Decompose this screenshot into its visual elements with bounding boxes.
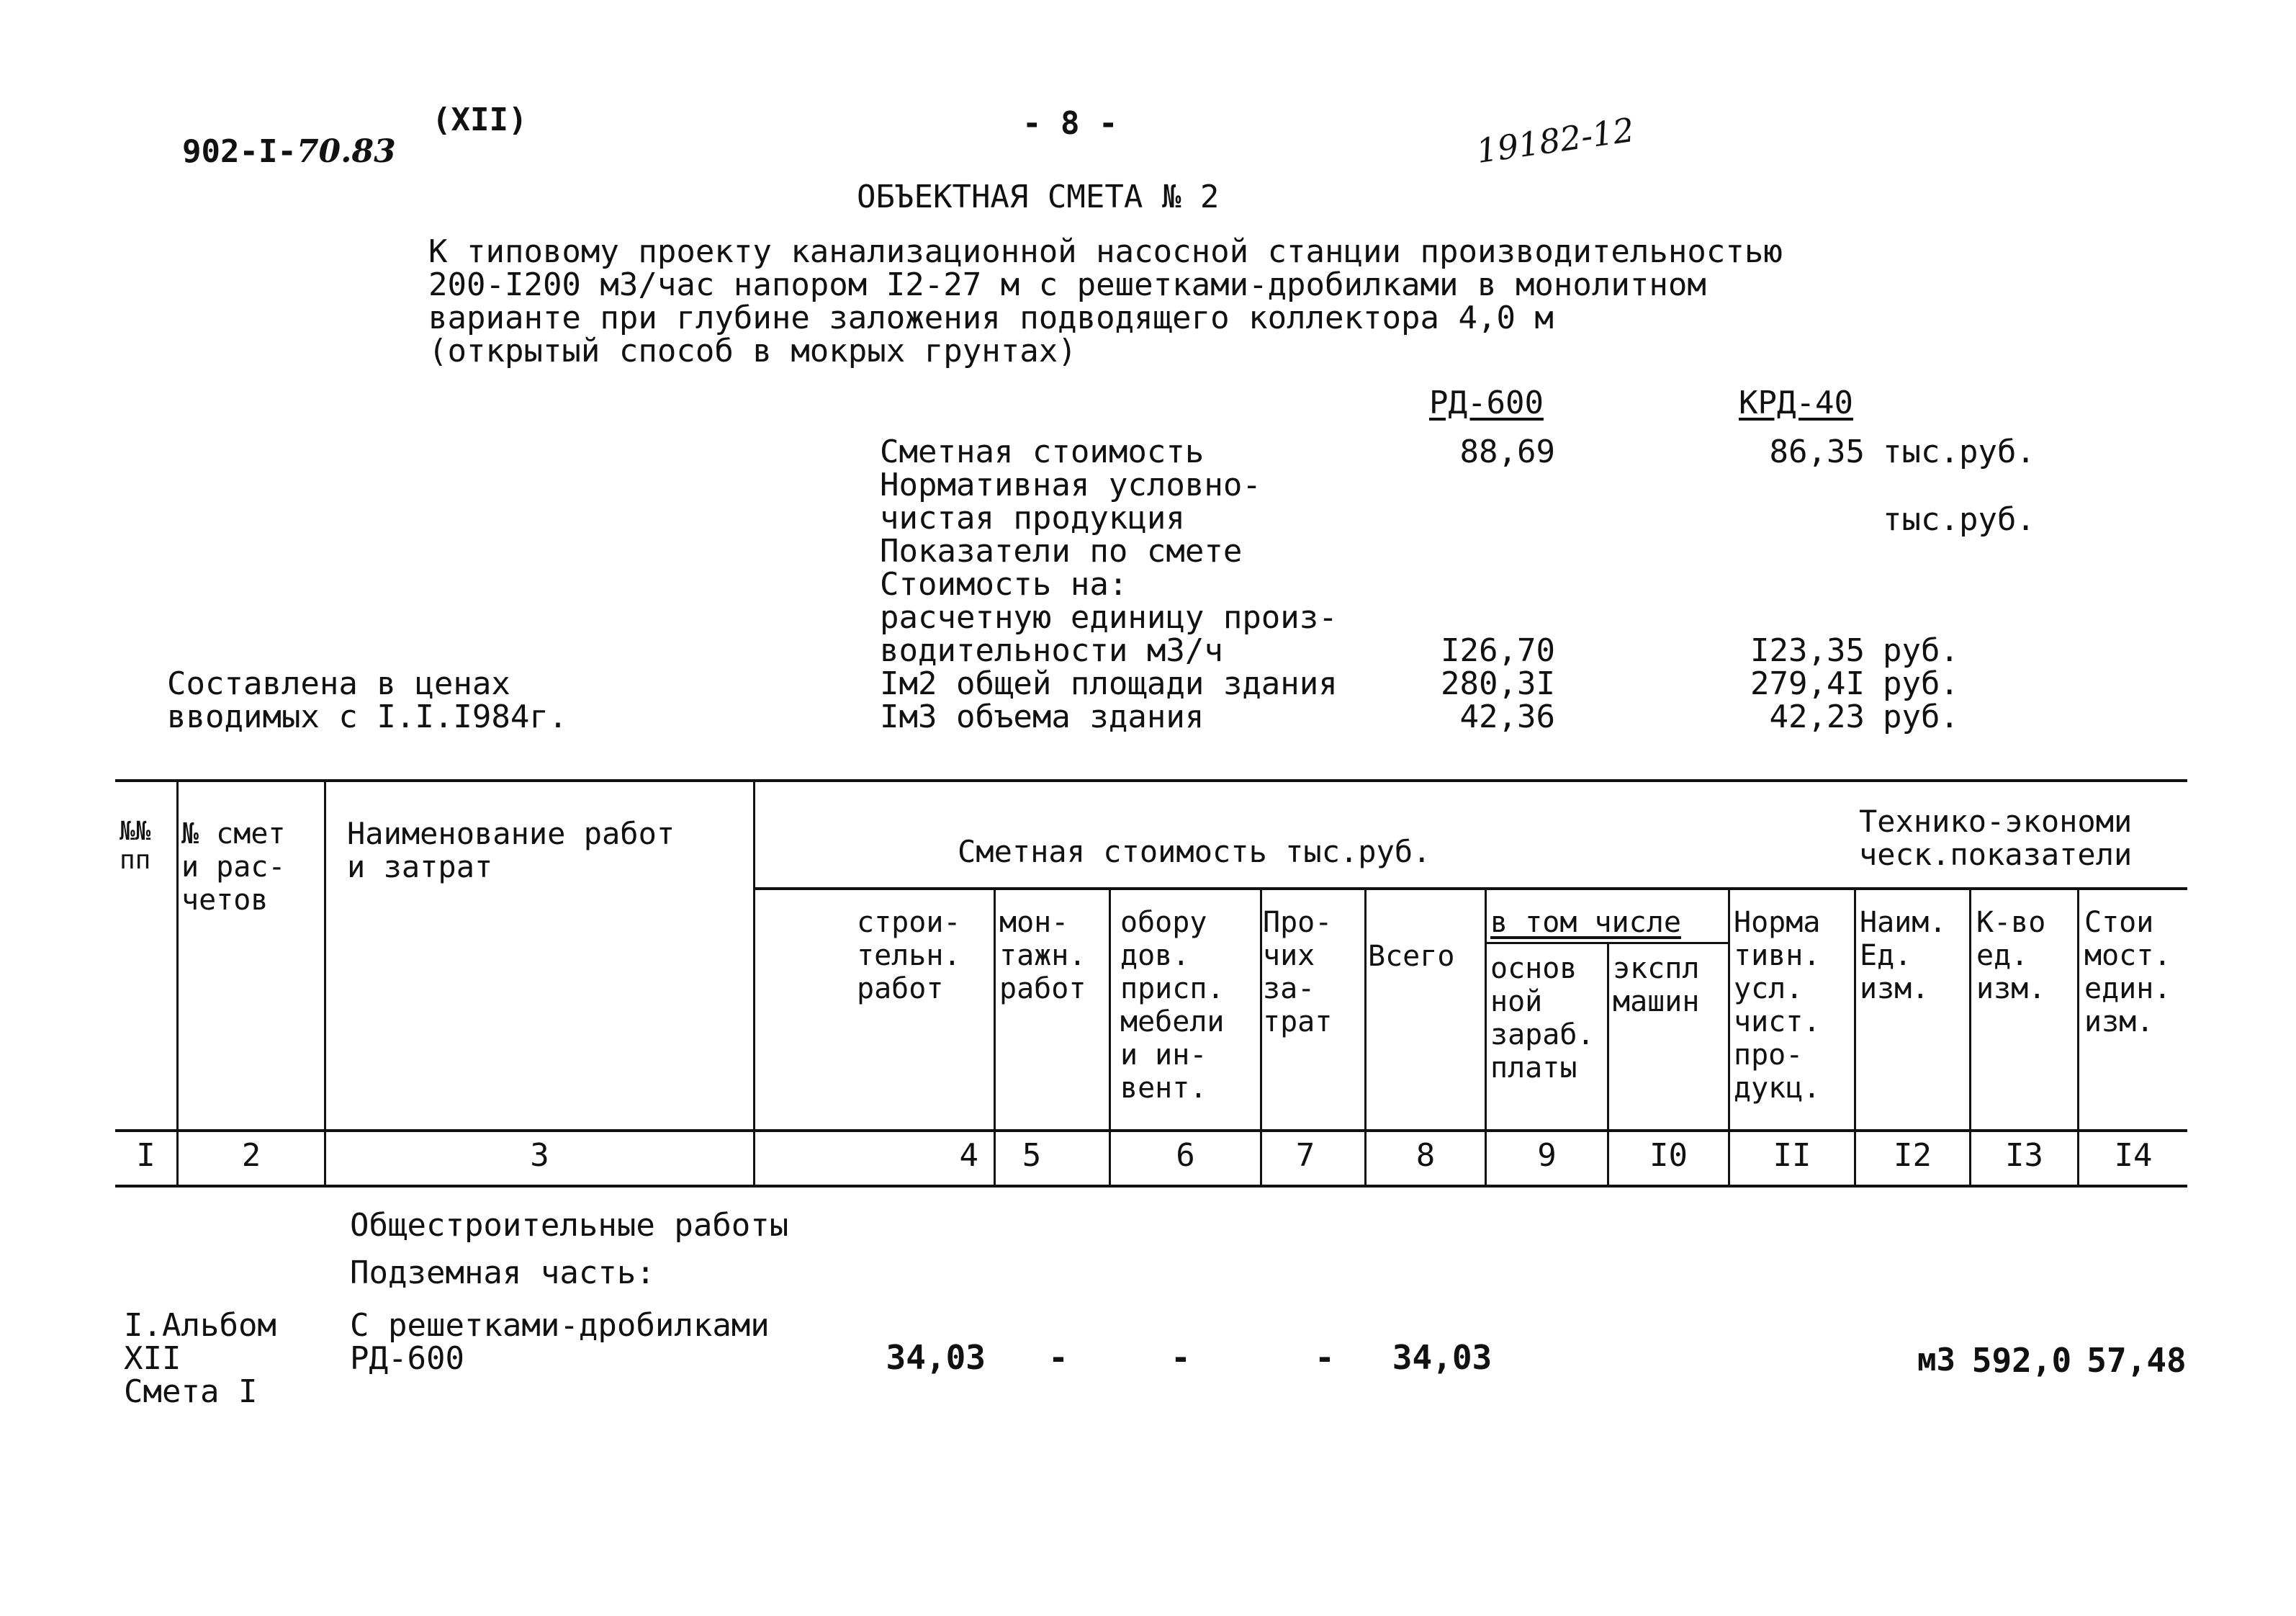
- cost-group-divider: [753, 887, 2187, 890]
- header-name: Наименование работ и затрат: [347, 816, 675, 884]
- row-total: 34,03: [1392, 1338, 1493, 1377]
- indicator-unit: тыс.руб.: [1883, 501, 2035, 538]
- section-heading: Подземная часть:: [350, 1254, 655, 1291]
- col-number: I4: [2114, 1137, 2153, 1174]
- indicator-label: Стоимость на:: [880, 566, 1128, 603]
- prices-note-line-2: вводимых с I.I.I984г.: [167, 699, 568, 735]
- header-normative: Норма тивн. усл. чист. про- дукц.: [1734, 906, 1821, 1105]
- header-wages: основ ной зараб. платы: [1490, 952, 1595, 1085]
- indicator-value-1: 280,3I: [1441, 665, 1555, 702]
- col-numbers-bottom-border: [115, 1185, 2187, 1188]
- header-tech-group: Технико-экономи ческ.показатели: [1859, 804, 2133, 872]
- indicator-unit: руб.: [1883, 699, 1959, 735]
- indicator-label: Iм2 общей площади здания: [880, 665, 1338, 702]
- indicator-label: чистая продукция: [880, 500, 1185, 537]
- col-number: 3: [530, 1137, 549, 1174]
- row-other: -: [1315, 1338, 1335, 1377]
- album-number: (XII): [432, 102, 528, 138]
- indicator-label: Нормативная условно-: [880, 467, 1261, 503]
- row-name: С решетками-дробилками РД-600: [350, 1307, 770, 1377]
- col-number: 2: [241, 1137, 261, 1174]
- indicator-value-2: 279,4I: [1750, 665, 1865, 702]
- row-unit-cost: 57,48: [2086, 1341, 2187, 1380]
- col-number: I: [136, 1137, 156, 1174]
- header-num: №№ пп: [120, 817, 151, 875]
- page-title: ОБЪЕКТНАЯ СМЕТА № 2: [857, 179, 1220, 215]
- header-installation: мон- тажн. работ: [999, 906, 1086, 1005]
- indicator-label: Сметная стоимость: [880, 434, 1205, 470]
- doc-code: [144, 104, 396, 168]
- page-number: - 8 -: [1022, 105, 1118, 142]
- header-total: Всего: [1368, 940, 1455, 973]
- doc-code-handwritten: 70.83: [296, 133, 396, 170]
- indicator-unit: руб.: [1883, 632, 1959, 669]
- stamp-number: 19182-12: [1474, 109, 1637, 171]
- header-equipment: обору дов. присп. мебели и ин- вент.: [1120, 906, 1225, 1105]
- header-construction: строи- тельн. работ: [857, 906, 961, 1005]
- row-equipment: -: [1171, 1338, 1191, 1377]
- description-line-3: варианте при глубине заложения подводящего коллектора 4,0 м: [428, 300, 1554, 336]
- col-number: I3: [2005, 1137, 2043, 1174]
- section-heading: Общестроительные работы: [350, 1207, 789, 1244]
- row-qty: 592,0: [1971, 1341, 2072, 1380]
- header-unit-cost: Стои мост. един. изм.: [2084, 906, 2171, 1038]
- col-number: 6: [1176, 1137, 1195, 1174]
- col-divider: [324, 779, 326, 1186]
- prices-note-line-1: Составлена в ценах: [167, 665, 510, 702]
- header-unit-name: Наим. Ед. изм.: [1860, 906, 1947, 1005]
- variant-krd40: КРД-40: [1739, 385, 1853, 421]
- header-machines: экспл машин: [1613, 952, 1700, 1018]
- indicator-unit: тыс.руб.: [1883, 434, 2035, 470]
- row-construction: 34,03: [886, 1338, 986, 1377]
- col-number: 8: [1415, 1137, 1436, 1174]
- row-installation: -: [1048, 1338, 1068, 1377]
- table-top-border: [115, 779, 2187, 782]
- indicator-value-1: 88,69: [1459, 434, 1555, 470]
- header-estimate: № смет и рас- четов: [181, 817, 286, 917]
- header-incl: в том числе: [1490, 906, 1681, 939]
- description-line-2: 200-I200 м3/час напором I2-27 м с решетками-дробилками в монолитном: [428, 266, 1706, 303]
- col-number: I0: [1649, 1137, 1688, 1174]
- col-number: 7: [1295, 1137, 1315, 1174]
- col-number: 9: [1537, 1137, 1557, 1174]
- indicator-label: Iм3 объема здания: [880, 699, 1205, 735]
- col-number: 4: [959, 1137, 978, 1174]
- col-number: II: [1773, 1137, 1811, 1174]
- row-reference: I.Альбом XII Смета I: [124, 1307, 276, 1410]
- indicator-label: расчетную единицу произ-: [880, 599, 1338, 636]
- indicator-label: водительности м3/ч: [880, 632, 1223, 669]
- col-divider: [176, 779, 179, 1186]
- header-other: Про- чих за- трат: [1263, 906, 1333, 1038]
- indicator-unit: руб.: [1883, 665, 1959, 702]
- col-divider: [753, 779, 755, 1186]
- variant-rd600: РД-600: [1429, 385, 1544, 421]
- col-number: I2: [1894, 1137, 1932, 1174]
- col-numbers-top-border: [115, 1129, 2187, 1132]
- indicator-value-1: 42,36: [1459, 699, 1555, 735]
- description-line-1: К типовому проекту канализационной насосной станции производительностью: [428, 233, 1783, 270]
- indicator-value-1: I26,70: [1441, 632, 1555, 669]
- header-qty: К-во ед. изм.: [1976, 906, 2046, 1005]
- indicator-value-2: I23,35: [1750, 632, 1865, 669]
- indicator-label: Показатели по смете: [880, 533, 1243, 570]
- header-cost-group: Сметная стоимость тыс.руб.: [958, 834, 1431, 869]
- col-number: 5: [1022, 1137, 1042, 1174]
- description-line-4: (открытый способ в мокрых грунтах): [428, 333, 1077, 369]
- indicator-value-2: 86,35: [1769, 434, 1865, 470]
- indicator-value-2: 42,23: [1769, 699, 1865, 735]
- row-unit: м3: [1917, 1342, 1955, 1378]
- doc-code-prefix: 902-I-: [181, 133, 297, 170]
